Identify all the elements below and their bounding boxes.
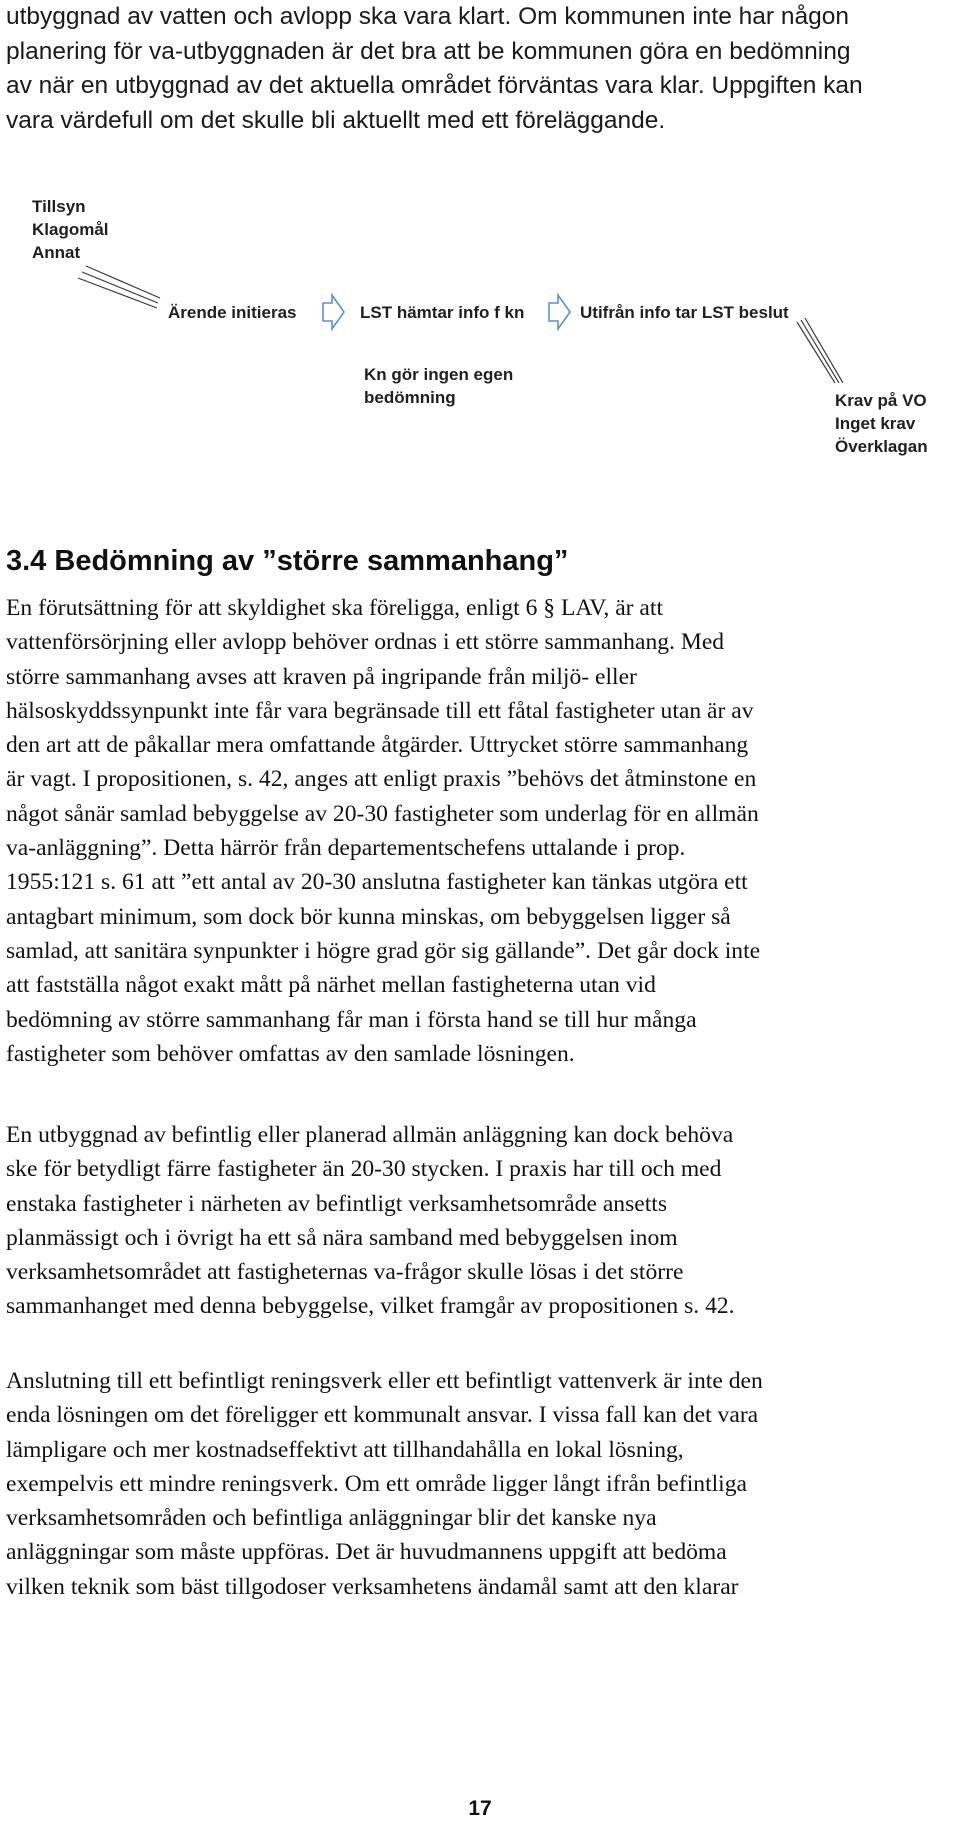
paragraph-line: enda lösningen om det föreligger ett kommunalt ansvar. I vissa fall kan det vara xyxy=(6,1402,759,1429)
paragraph-line: vattenförsörjning eller avlopp behöver ordnas i ett större sammanhang. Med xyxy=(6,629,725,656)
paragraph-line: något sånär samlad bebyggelse av 20-30 fastigheter som underlag för en allmän xyxy=(6,800,759,827)
outcome-label: Krav på VO xyxy=(835,391,927,410)
trigger-label: Tillsyn xyxy=(32,197,86,216)
paragraph-line: ske för betydligt färre fastigheter än 20-30 stycken. I praxis har till och med xyxy=(6,1156,722,1183)
trigger-label: Klagomål xyxy=(32,220,109,239)
paragraph-line: är vagt. I propositionen, s. 42, anges att enligt praxis ”behövs det åtminstone en xyxy=(6,766,757,793)
intro-line: vara värdefull om det skulle bli aktuellt med ett föreläggande. xyxy=(6,106,666,134)
paragraph-line: En utbyggnad av befintlig eller planerad allmän anläggning kan dock behöva xyxy=(6,1122,734,1148)
paragraph-line: verksamhetsområden och befintliga anläggningar blir det kanske nya xyxy=(6,1505,657,1532)
step-label: Ärende initieras xyxy=(168,303,297,322)
step-label: Utifrån info tar LST beslut xyxy=(580,303,789,322)
outcome-label: Överklagan xyxy=(835,437,928,456)
step-label: LST hämtar info f kn xyxy=(360,303,525,322)
paragraph-line: fastigheter som behöver omfattas av den samlade lösningen. xyxy=(6,1040,575,1067)
intro-line: utbyggnad av vatten och avlopp ska vara klart. Om kommunen inte har någon xyxy=(6,3,850,30)
paragraph-line: bedömning av större sammanhang får man i första hand se till hur många xyxy=(6,1006,697,1033)
body-paragraph xyxy=(6,1118,956,1324)
body-paragraph xyxy=(6,1364,956,1604)
section-heading: 3.4 Bedömning av ”större sammanhang” xyxy=(6,545,569,577)
note-label: Kn gör ingen egen xyxy=(364,365,514,384)
process-diagram xyxy=(0,190,960,480)
paragraph-line: 1955:121 s. 61 att ”ett antal av 20-30 anslutna fastigheter kan tänkas utgöra ett xyxy=(6,869,748,896)
connector-lines xyxy=(78,266,160,308)
intro-paragraph xyxy=(6,0,956,138)
paragraph-line: att fastställa något exakt mått på närhet mellan fastigheterna utan vid xyxy=(6,972,656,999)
paragraph-line: planmässigt och i övrigt ha ett så nära samband med bebyggelsen inom xyxy=(6,1224,678,1251)
paragraph-line: större sammanhang avses att kraven på ingripande från miljö- eller xyxy=(6,663,637,690)
paragraph-line: exempelvis ett mindre reningsverk. Om ett område ligger långt ifrån befintliga xyxy=(6,1470,748,1497)
paragraph-line: enstaka fastigheter i närheten av befintligt verksamhetsområde ansetts xyxy=(6,1190,668,1217)
paragraph-line: vilken teknik som bäst tillgodoser verksamhetens ändamål samt att den klarar xyxy=(6,1573,739,1600)
paragraph-line: hälsoskyddssynpunkt inte får vara begränsade till ett fåtal fastigheter utan är av xyxy=(6,697,754,724)
intro-line: planering för va-utbyggnaden är det bra att be kommunen göra en bedömning xyxy=(6,37,851,65)
body-paragraph xyxy=(6,591,956,1071)
paragraph-line: sammanhanget med denna bebyggelse, vilket framgår av propositionen s. 42. xyxy=(6,1293,735,1320)
paragraph-line: En förutsättning för att skyldighet ska föreligga, enligt 6 § LAV, är att xyxy=(6,595,664,621)
paragraph-line: samlad, att sanitära synpunkter i högre grad gör sig gällande”. Det går dock inte xyxy=(6,937,761,964)
outcome-label: Inget krav xyxy=(835,414,916,433)
outcome-lines xyxy=(797,318,843,383)
arrow-right-icon xyxy=(549,295,570,329)
paragraph-line: antagbart minimum, som dock bör kunna minskas, om bebyggelsen ligger så xyxy=(6,903,731,930)
paragraph-line: den art att de påkallar mera omfattande åtgärder. Uttrycket större sammanhang xyxy=(6,732,749,759)
trigger-label: Annat xyxy=(32,243,81,262)
paragraph-line: anläggningar som måste uppföras. Det är huvudmannens uppgift att bedöma xyxy=(6,1539,727,1566)
arrow-right-icon xyxy=(323,295,344,329)
note-label: bedömning xyxy=(364,388,456,407)
paragraph-line: va-anläggning”. Detta härrör från departementschefens uttalande i prop. xyxy=(6,835,686,862)
paragraph-line: verksamhetsområdet att fastigheternas va-frågor skulle lösas i det större xyxy=(6,1259,684,1286)
page-number: 17 xyxy=(468,1797,492,1820)
paragraph-line: lämpligare och mer kostnadseffektivt att tillhandahålla en lokal lösning, xyxy=(6,1436,684,1463)
paragraph-line: Anslutning till ett befintligt reningsverk eller ett befintligt vattenverk är inte den xyxy=(6,1368,763,1394)
intro-line: av när en utbyggnad av det aktuella området förväntas vara klar. Uppgiften kan xyxy=(6,72,863,99)
